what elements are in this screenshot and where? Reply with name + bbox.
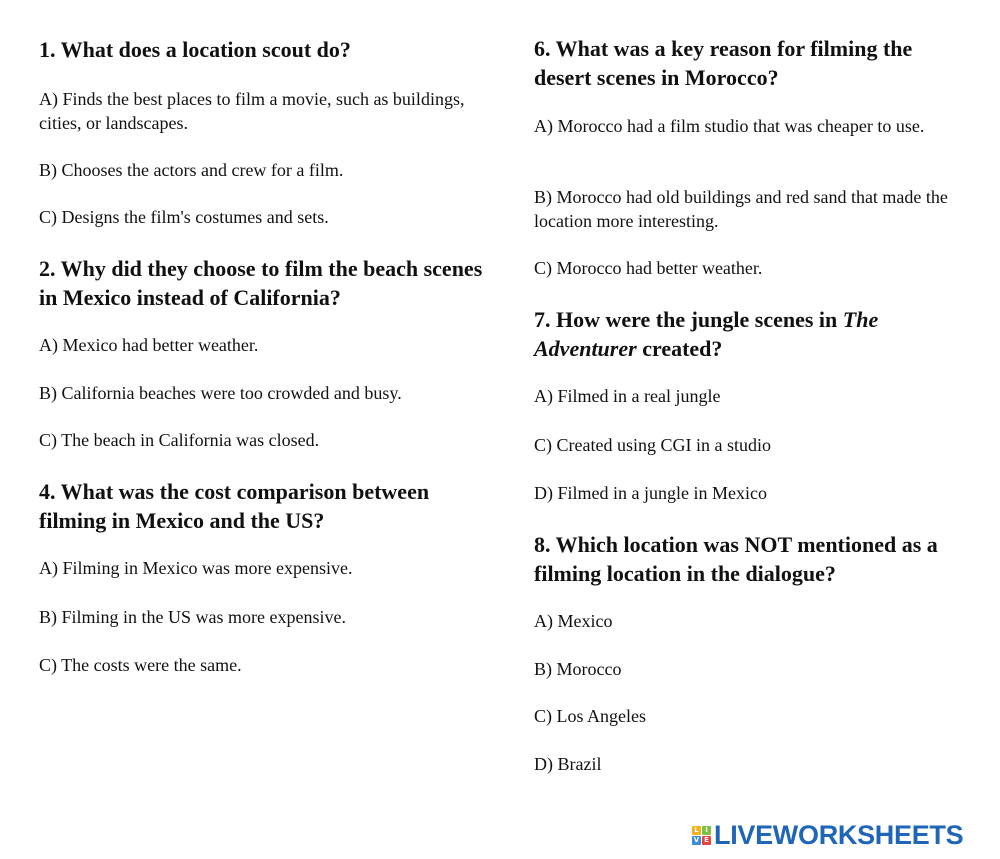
liveworksheets-logo [692,818,963,852]
question-6-option-b: B) Morocco had old buildings and red sand that made the location more interesting. [534,187,948,231]
question-6-option-c: C) Morocco had better weather. [534,258,763,278]
question-8-option-c: C) Los Angeles [534,706,646,726]
question-8-option-a: A) Mexico [534,611,613,631]
question-1: 1. What does a location scout do? [39,37,351,62]
question-7-suffix: created? [636,336,723,361]
question-7-option-c: C) Created using CGI in a studio [534,435,771,455]
question-2-option-c: C) The beach in California was closed. [39,430,320,450]
question-4: 4. What was the cost comparison between filming in Mexico and the US? [39,479,430,533]
question-7-option-d: D) Filmed in a jungle in Mexico [534,483,767,503]
liveworksheets-logo-text: LIVEWORKSHEETS [714,819,964,850]
question-8-option-b: B) Morocco [534,659,622,679]
question-8-option-d: D) Brazil [534,754,602,774]
question-4-option-c: C) The costs were the same. [39,655,242,675]
question-1-option-a: A) Finds the best places to film a movie, such as buildings, cities, or landscapes. [39,89,465,133]
question-6-option-a: A) Morocco had a film studio that was cheaper to use. [534,116,925,136]
question-1-option-b: B) Chooses the actors and crew for a film. [39,160,344,180]
liveworksheets-logo-icon: L I V E [692,826,711,845]
question-2: 2. Why did they choose to film the beach scenes in Mexico instead of California? [39,256,483,310]
question-1-option-c: C) Designs the film's costumes and sets. [39,207,329,227]
question-8: 8. Which location was NOT mentioned as a filming location in the dialogue? [534,532,938,586]
question-7-prefix: 7. How were the jungle scenes in [534,307,843,332]
question-4-option-b: B) Filming in the US was more expensive. [39,607,346,627]
question-7 [534,305,974,363]
question-2-option-a: A) Mexico had better weather. [39,335,259,355]
question-2-option-b: B) California beaches were too crowded and busy. [39,383,402,403]
question-7-option-a: A) Filmed in a real jungle [534,386,721,406]
question-6: 6. What was a key reason for filming the desert scenes in Morocco? [534,36,913,90]
question-7-film-title: The Adventurer [534,307,879,361]
question-4-option-a: A) Filming in Mexico was more expensive. [39,558,353,578]
